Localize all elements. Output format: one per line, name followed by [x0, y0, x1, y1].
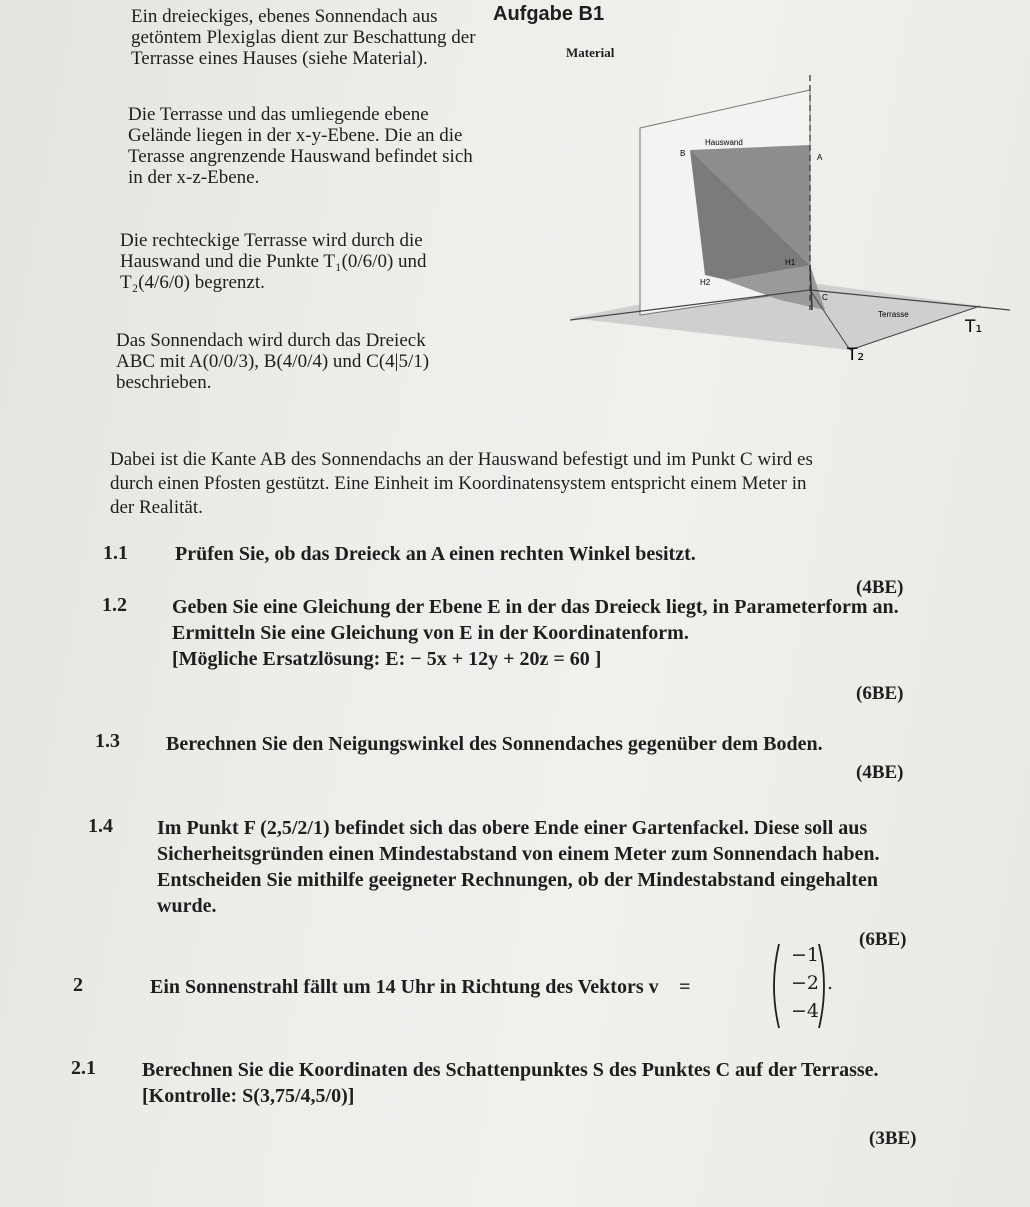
text-line: Die Terrasse und das umliegende ebene: [128, 104, 429, 125]
intro-paragraph-4: [116, 330, 536, 393]
text-line: Gelände liegen in der x-y-Ebene. Die an die: [128, 125, 463, 146]
task-text: [142, 1057, 1012, 1109]
text-line: Im Punkt F (2,5/2/1) befindet sich das obere Ende einer Gartenfackel. Diese soll aus: [157, 817, 868, 839]
label-terrasse: Terrasse: [878, 310, 909, 319]
label-hauswand: Hauswand: [705, 138, 743, 147]
task-points: (6BE): [859, 929, 907, 950]
task-points: (6BE): [856, 683, 904, 704]
label-a: A: [817, 153, 823, 162]
text-line: [Mögliche Ersatzlösung: E: − 5x + 12y + 20z = 60 ]: [172, 648, 602, 670]
text-line: Entscheiden Sie mithilfe geeigneter Rechnungen, ob der Mindestabstand eingehalten: [157, 869, 878, 891]
text-line: wurde.: [157, 895, 217, 917]
text-line: Terrasse eines Hauses (siehe Material).: [131, 48, 428, 69]
text-line: Die rechteckige Terrasse wird durch die: [120, 230, 423, 251]
intro-paragraph-1: [131, 6, 541, 69]
vector-component: −4: [790, 1000, 819, 1022]
text-line: Das Sonnendach wird durch das Dreieck: [116, 330, 426, 351]
task-number: 2.1: [71, 1057, 96, 1079]
label-h1: H1: [785, 258, 796, 267]
task-text: Ein Sonnenstrahl fällt um 14 Uhr in Richtung des Vektors v⃗ =: [150, 976, 691, 998]
text-line: durch einen Pfosten gestützt. Eine Einheit im Koordinatensystem entspricht einem Meter in: [110, 473, 807, 494]
text-line: Sicherheitsgründen einen Mindestabstand von einem Meter zum Sonnendach haben.: [157, 843, 880, 865]
text-line: Ein dreieckiges, ebenes Sonnendach aus: [131, 6, 438, 27]
task-number: 2: [73, 974, 83, 996]
text-line: beschrieben.: [116, 372, 212, 393]
task-points: (4BE): [856, 577, 904, 598]
task-number: 1.4: [88, 815, 113, 837]
vector-v: [769, 940, 839, 1032]
task-text: Prüfen Sie, ob das Dreieck an A einen rechten Winkel besitzt.: [175, 543, 696, 565]
text-line: Geben Sie eine Gleichung der Ebene E in der das Dreieck liegt, in Parameterform an.: [172, 596, 899, 618]
label-c: C: [822, 293, 828, 302]
label-t1: T₁: [965, 317, 983, 337]
text-line: Hauswand und die Punkte T₁(0/6/0) und: [120, 251, 427, 272]
text-line: ABC mit A(0/0/3), B(4/0/4) und C(4|5/1): [116, 351, 430, 372]
label-h2: H2: [700, 278, 711, 287]
task-text: Berechnen Sie den Neigungswinkel des Sonnendaches gegenüber dem Boden.: [166, 733, 823, 755]
text-line: getöntem Plexiglas dient zur Beschattung der: [131, 27, 476, 48]
label-t2: T₂: [847, 345, 865, 365]
vector-component: −1: [790, 944, 819, 966]
text-line: T₂(4/6/0) begrenzt.: [120, 272, 265, 293]
text-line: der Realität.: [110, 497, 203, 518]
text-line: in der x-z-Ebene.: [128, 167, 260, 188]
task-number: 1.1: [103, 542, 128, 564]
text-line: Berechnen Sie die Koordinaten des Schattenpunktes S des Punktes C auf der Terrasse.: [142, 1059, 879, 1081]
vector-component: −2: [790, 972, 819, 994]
task-text: [157, 815, 987, 919]
intro-paragraph-2: [128, 104, 538, 188]
intro-paragraph-5: [110, 448, 990, 520]
task-text: [172, 594, 992, 672]
label-b: B: [680, 149, 686, 158]
task-points: (3BE): [869, 1128, 917, 1149]
intro-paragraph-3: [120, 230, 530, 293]
task-points: (4BE): [856, 762, 904, 783]
page-title: Aufgabe B1: [493, 3, 605, 25]
material-figure: [560, 60, 1020, 380]
text-line: Ermitteln Sie eine Gleichung von E in der Koordinatenform.: [172, 622, 689, 644]
task-number: 1.3: [95, 730, 120, 752]
task-number: 1.2: [102, 594, 127, 616]
text-line: Dabei ist die Kante AB des Sonnendachs an der Hauswand befestigt und im Punkt C wird es: [110, 449, 813, 470]
material-label: Material: [566, 45, 615, 60]
text-line: Terasse angrenzende Hauswand befindet sich: [128, 146, 473, 167]
text-line: [Kontrolle: S(3,75/4,5/0)]: [142, 1085, 355, 1107]
vector-end: .: [827, 972, 834, 994]
